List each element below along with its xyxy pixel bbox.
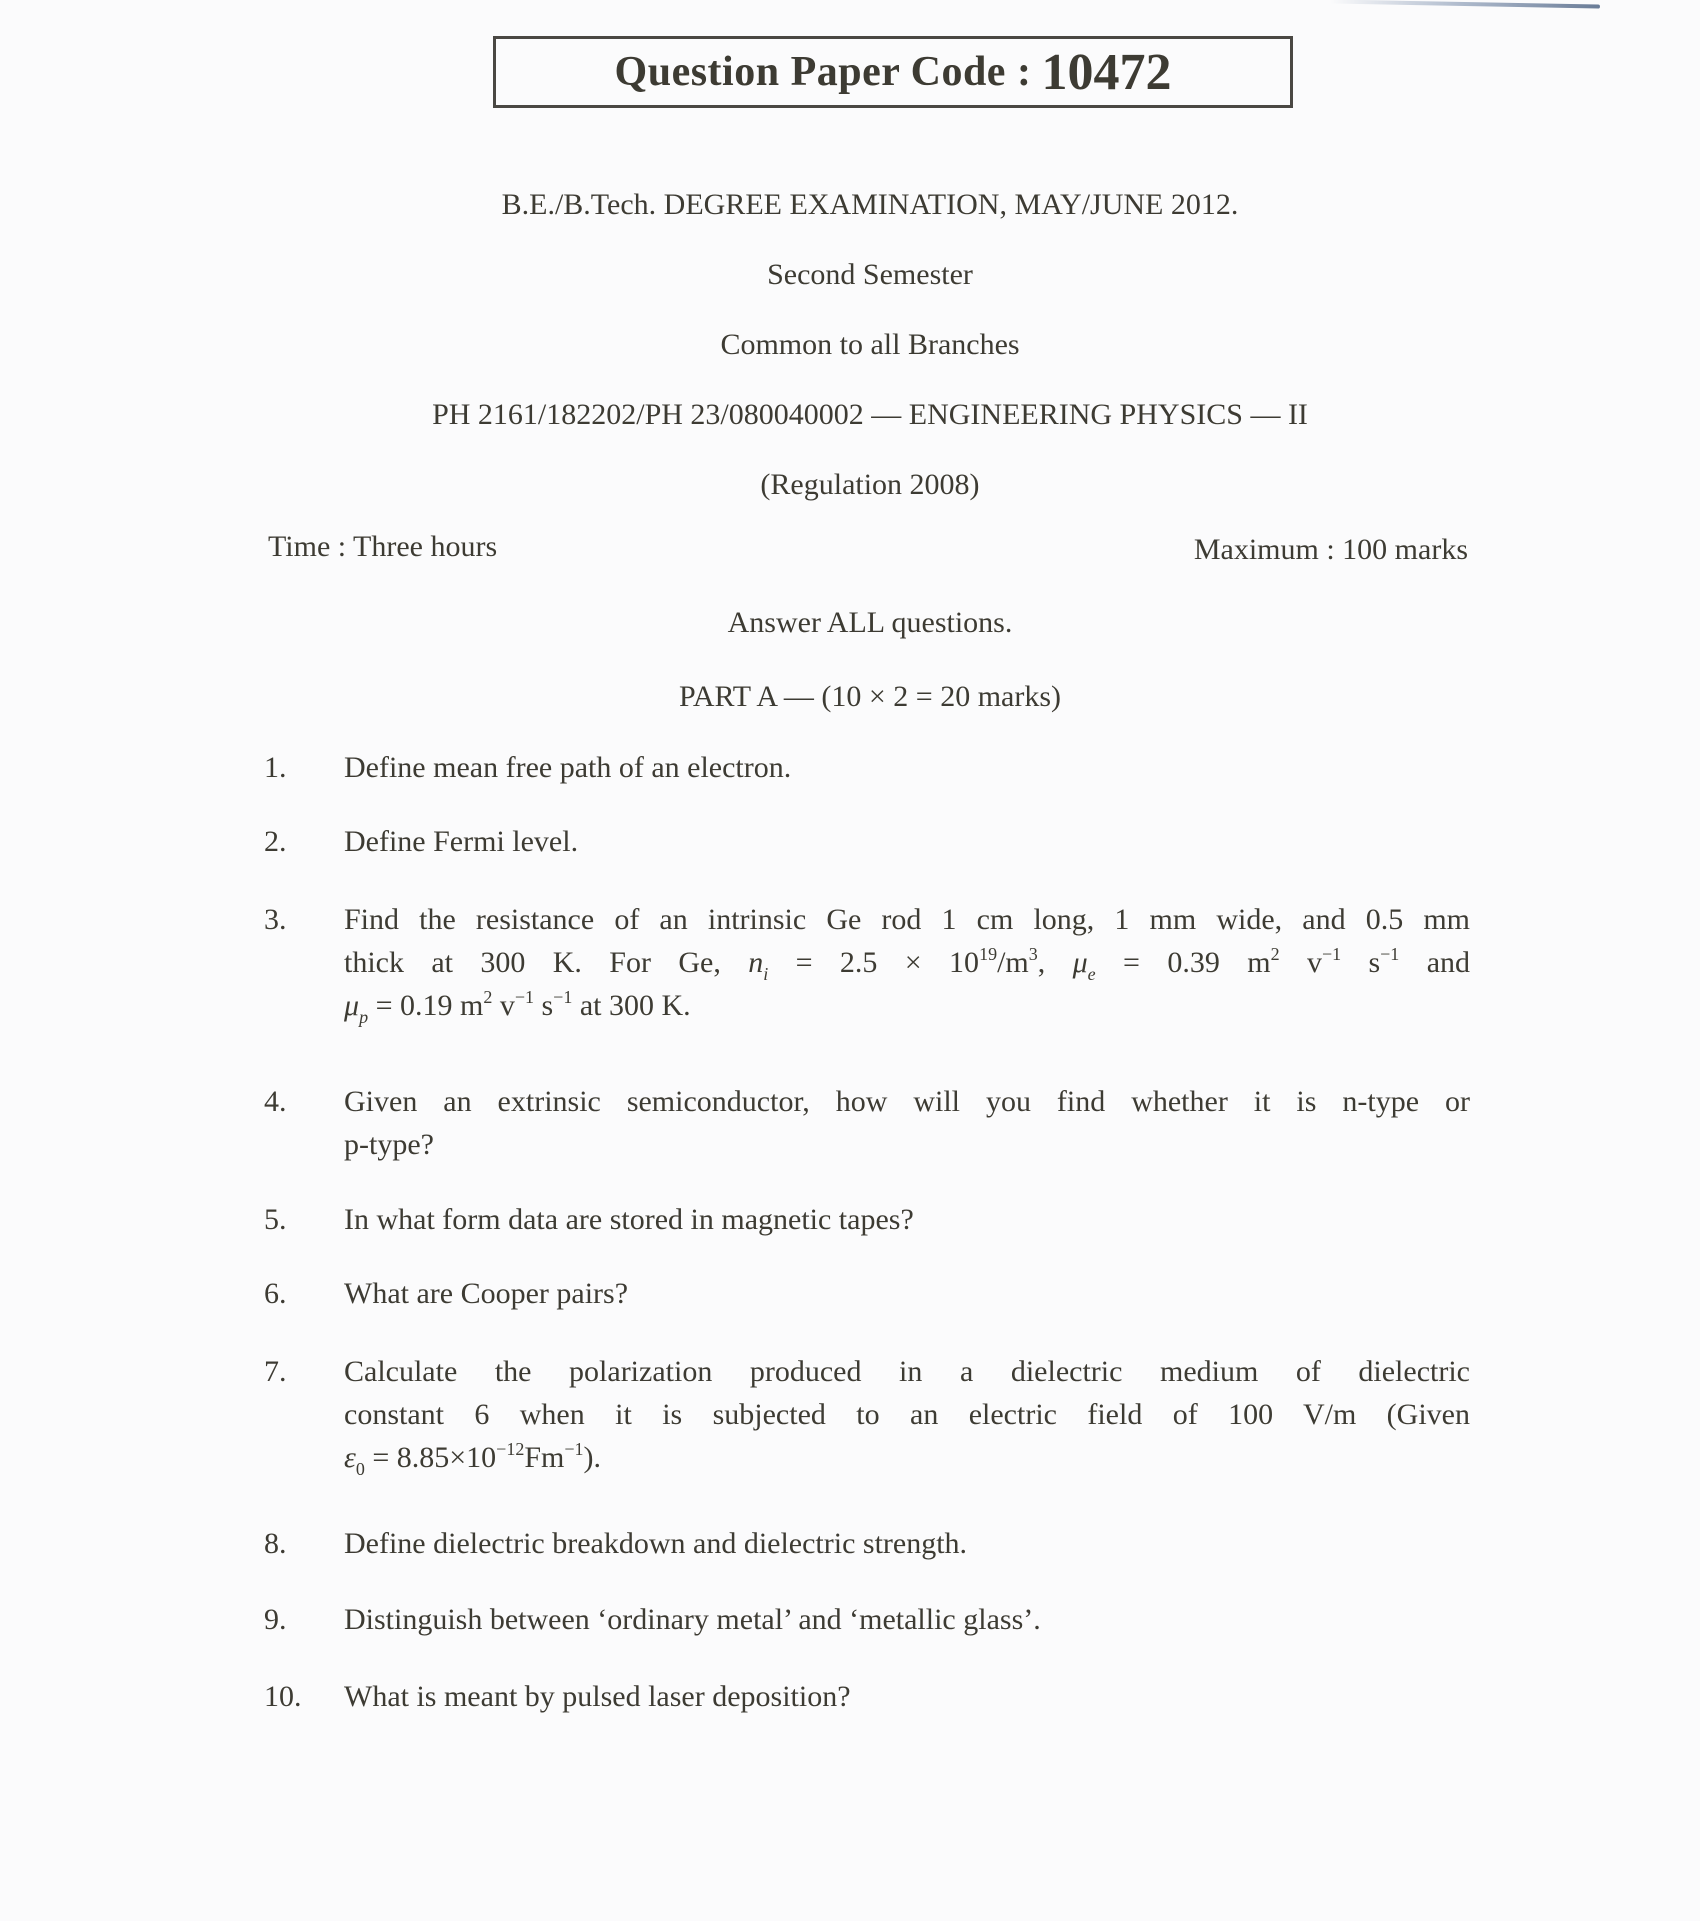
subject: PH 2161/182202/PH 23/080040002 — ENGINEERING PHYSICS — II [432, 398, 1308, 431]
question-line: Find the resistance of an intrinsic Ge rod 1 cm long, 1 mm wide, and 0.5 mm [344, 903, 1470, 936]
question-2 [264, 820, 1470, 863]
question-10 [264, 1675, 1470, 1718]
question-number: 6. [264, 1277, 287, 1310]
question-number: 4. [264, 1085, 287, 1118]
question-line: constant 6 when it is subjected to an electric field of 100 V/m (Given [344, 1398, 1470, 1431]
question-3 [264, 898, 1470, 1027]
question-text [344, 898, 1470, 1027]
question-number: 7. [264, 1355, 287, 1388]
time-allowed: Time : Three hours [268, 530, 498, 563]
question-line: Calculate the polarization produced in a dielectric medium of dielectric [344, 1355, 1470, 1388]
code-label: Question Paper Code : [614, 49, 1032, 95]
part-heading: PART A — (10 × 2 = 20 marks) [678, 680, 1062, 713]
code-value: 10472 [1041, 43, 1172, 101]
question-text: Define mean free path of an electron. [344, 751, 792, 784]
question-number: 8. [264, 1527, 287, 1560]
question-6 [264, 1272, 1470, 1315]
question-line-formula: $\mu_p = 0.19$ $m^2$ $v^{-1}$ $s^{-1}$ at 300 K. [344, 987, 691, 1027]
question-number: 5. [264, 1203, 287, 1236]
question-5 [264, 1198, 1470, 1241]
question-9 [264, 1598, 1470, 1641]
question-text: Define Fermi level. [344, 825, 579, 858]
question-8 [264, 1522, 1470, 1565]
question-line: Given an extrinsic semiconductor, how will you find whether it is n-type or [344, 1085, 1470, 1118]
maximum-marks: Maximum : 100 marks [1193, 533, 1468, 566]
question-paper-code-box [493, 36, 1293, 108]
question-number: 10. [264, 1680, 302, 1713]
regulation: (Regulation 2008) [760, 468, 980, 501]
question-text [344, 1350, 1470, 1479]
question-text [344, 1080, 1470, 1166]
time-marks-row [268, 530, 1468, 567]
question-number: 9. [264, 1603, 287, 1636]
question-line: p-type? [344, 1128, 434, 1161]
question-text: Distinguish between ‘ordinary metal’ and ‘metallic glass’. [344, 1603, 1041, 1636]
question-number: 1. [264, 751, 287, 784]
question-text: In what form data are stored in magnetic tapes? [344, 1203, 914, 1236]
scan-artifact [1330, 0, 1600, 9]
question-text: What are Cooper pairs? [344, 1277, 629, 1310]
question-number: 2. [264, 825, 287, 858]
question-1 [264, 746, 1470, 789]
question-line-formula: thick at 300 K. For Ge, $n_i = 2.5 \times 10^{19}/m^3$, $\mu_e = 0.39$ $m^2$ $v^{-1}$ $s^{-1}$ and [344, 944, 1471, 984]
semester: Second Semester [767, 258, 973, 291]
question-line-formula: $\varepsilon_0 = 8.85\times 10^{-12}Fm^{-1}$). [344, 1439, 602, 1479]
exam-title: B.E./B.Tech. DEGREE EXAMINATION, MAY/JUNE 2012. [501, 188, 1239, 221]
instruction: Answer ALL questions. [727, 606, 1013, 639]
branches: Common to all Branches [720, 328, 1020, 361]
question-number: 3. [264, 903, 287, 936]
question-4 [264, 1080, 1470, 1166]
question-text: What is meant by pulsed laser deposition? [344, 1680, 851, 1713]
question-7 [264, 1350, 1470, 1479]
question-text: Define dielectric breakdown and dielectric strength. [344, 1527, 968, 1560]
